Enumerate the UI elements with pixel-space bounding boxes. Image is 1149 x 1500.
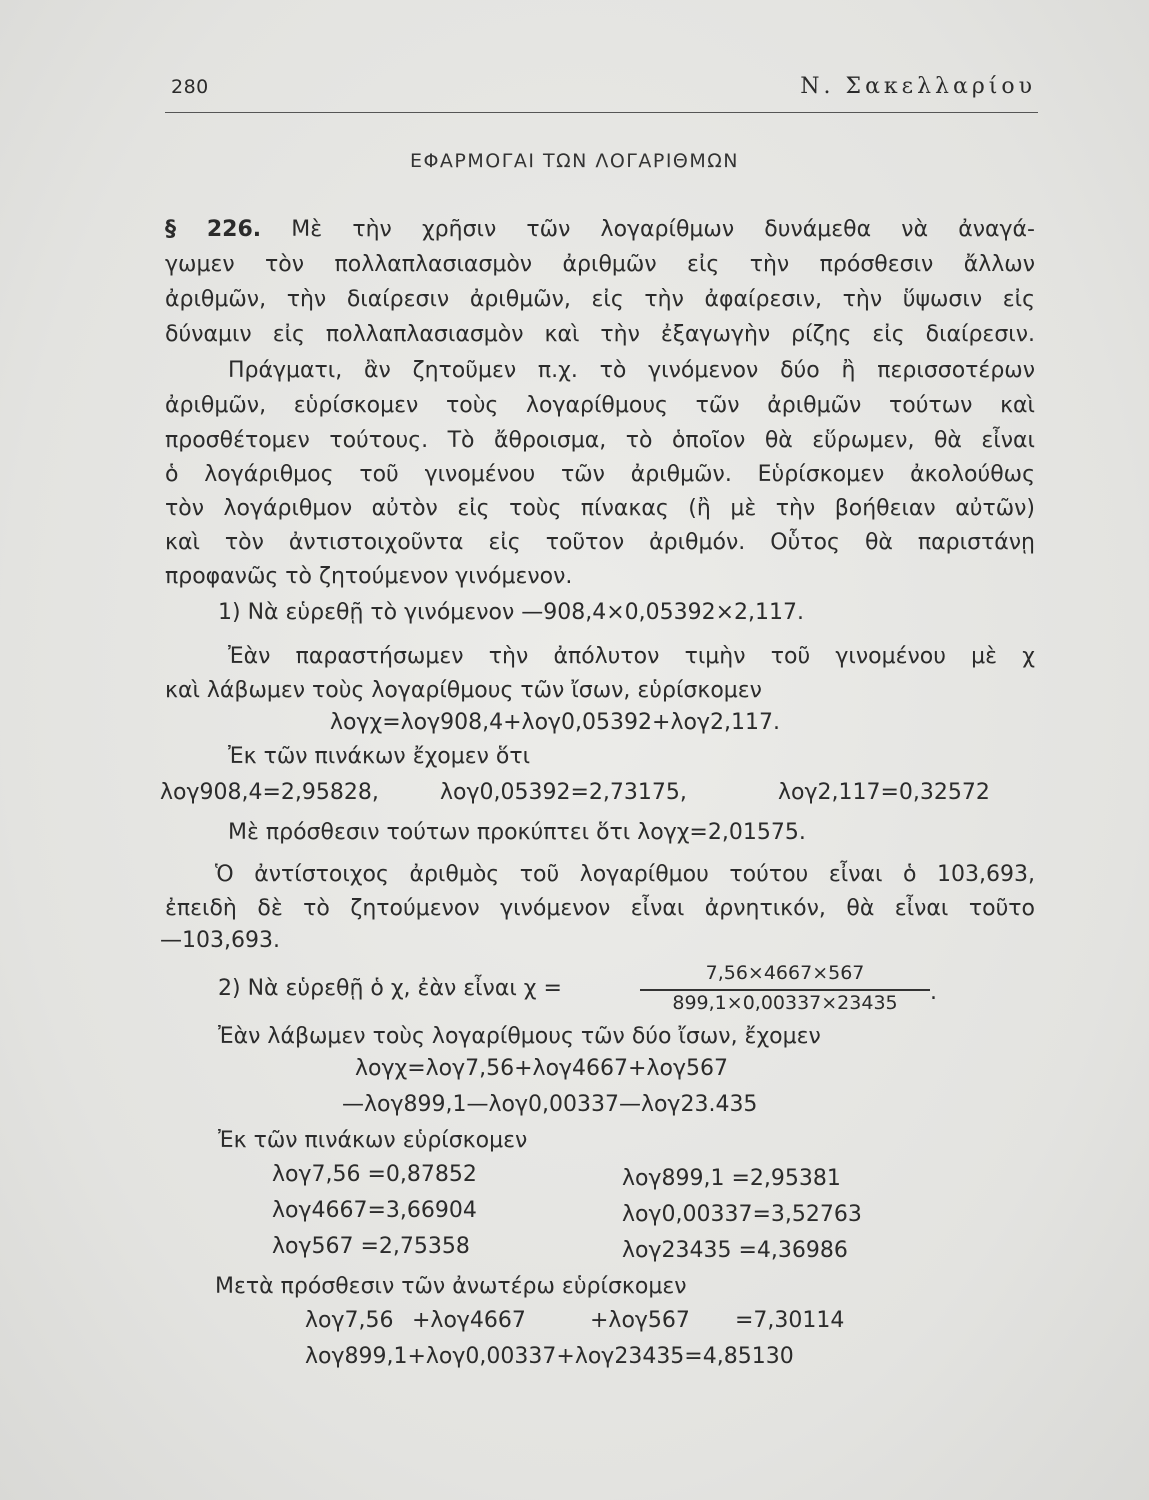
example1-result-line-3: —103,693. — [160, 928, 280, 953]
page-number: 280 — [171, 76, 209, 98]
fraction-denominator: 899,1×0,00337×23435 — [672, 992, 898, 1014]
example2-sum1-term-2: +λογ4667 — [412, 1308, 526, 1333]
para226-line-4: δύναμιν εἰς πολλαπλασιασμὸν καὶ τὴν ἐξαγωγὴν ρίζης εἰς διαίρεσιν. — [165, 322, 1035, 347]
paragraph-number: § 226. — [165, 217, 262, 242]
example1-sum-line: Μὲ πρόσθεσιν τούτων προκύπτει ὅτι λογχ=2,01575. — [228, 820, 806, 845]
example2-sum1-term-3: +λογ567 — [590, 1308, 690, 1333]
page-header — [165, 72, 1038, 113]
example1-result-line-1: Ὁ ἀντίστοιχος ἀριθμὸς τοῦ λογαρίθμου τούτου εἶναι ὁ 103,693, — [215, 862, 1035, 887]
para2-line-1: Πράγματι, ἂν ζητοῦμεν π.χ. τὸ γινόμενον δύο ἢ περισσοτέρων — [228, 358, 1035, 383]
para2-line-2: ἀριθμῶν, εὑρίσκομεν τοὺς λογαρίθμους τῶν ἀριθμῶν τούτων καὶ — [165, 393, 1035, 418]
example2-sum1-term-1: λογ7,56 — [305, 1308, 394, 1333]
example1-value-2: λογ0,05392=2,73175, — [440, 780, 687, 805]
example1-result-line-2: ἐπειδὴ δὲ τὸ ζητούμενον γινόμενον εἶναι ἀρνητικόν, θὰ εἶναι τοῦτο — [165, 896, 1035, 921]
running-head-author: Ν. Σακελλαρίου — [800, 74, 1036, 99]
para2-line-4: ὁ λογάριθμος τοῦ γινομένου τῶν ἀριθμῶν. Εὑρίσκομεν ἀκολούθως — [165, 462, 1035, 487]
para226-line-3: ἀριθμῶν, τὴν διαίρεσιν ἀριθμῶν, εἰς τὴν ἀφαίρεσιν, τὴν ὕψωσιν εἰς — [165, 287, 1035, 312]
example1-intro-line-1: Ἐὰν παραστήσωμεν τὴν ἀπόλυτον τιμὴν τοῦ γινομένου μὲ χ — [228, 644, 1035, 669]
example1-statement: 1) Νὰ εὑρεθῇ τὸ γινόμενον —908,4×0,05392×2,117. — [218, 600, 805, 625]
example2-equation-line-1: λογχ=λογ7,56+λογ4667+λογ567 — [355, 1056, 728, 1081]
example2-right-value-2: λογ0,00337=3,52763 — [622, 1202, 862, 1227]
fraction-bar — [640, 989, 930, 991]
para226-line-2: γωμεν τὸν πολλαπλασιασμὸν ἀριθμῶν εἰς τὴν πρόσθεσιν ἄλλων — [165, 252, 1035, 277]
fraction-numerator: 7,56×4667×567 — [705, 962, 865, 984]
example2-equation-line-2: —λογ899,1—λογ0,00337—λογ23.435 — [342, 1092, 758, 1117]
example2-right-value-1: λογ899,1 =2,95381 — [622, 1166, 841, 1191]
example2-right-value-3: λογ23435 =4,36986 — [622, 1238, 848, 1263]
para2-line-5: τὸν λογάριθμον αὐτὸν εἰς τοὺς πίνακας (ἢ μὲ τὴν βοήθειαν αὐτῶν) — [165, 496, 1035, 521]
example2-after-intro: Μετὰ πρόσθεσιν τῶν ἀνωτέρω εὑρίσκομεν — [215, 1274, 687, 1299]
example2-left-value-3: λογ567 =2,75358 — [272, 1234, 470, 1259]
fraction-period: . — [930, 980, 937, 1005]
example2-sum2: λογ899,1+λογ0,00337+λογ23435=4,85130 — [305, 1344, 794, 1369]
para226-line-1-text: Μὲ τὴν χρῆσιν τῶν λογαρίθμων δυνάμεθα νὰ ἀναγά- — [291, 217, 1035, 242]
section-title: ΕΦΑΡΜΟΓΑΙ ΤΩΝ ΛΟΓΑΡΙΘΜΩΝ — [409, 150, 740, 172]
example1-value-3: λογ2,117=0,32572 — [778, 780, 990, 805]
example2-left-value-1: λογ7,56 =0,87852 — [272, 1162, 477, 1187]
para2-line-6: καὶ τὸν ἀντιστοιχοῦντα εἰς τοῦτον ἀριθμόν. Οὗτος θὰ παριστάνῃ — [165, 530, 1035, 555]
example2-sum1-result: =7,30114 — [735, 1308, 845, 1333]
example2-tables-intro: Ἐκ τῶν πινάκων εὑρίσκομεν — [218, 1128, 528, 1153]
para226-line-1 — [165, 215, 1035, 245]
example1-value-1: λογ908,4=2,95828, — [160, 780, 379, 805]
example2-left-value-2: λογ4667=3,66904 — [272, 1198, 477, 1223]
example2-statement: 2) Νὰ εὑρεθῇ ὁ χ, ἐὰν εἶναι χ = — [218, 976, 562, 1001]
example2-intro: Ἐὰν λάβωμεν τοὺς λογαρίθμους τῶν δύο ἴσων, ἔχομεν — [218, 1024, 821, 1049]
example1-intro-line-2: καὶ λάβωμεν τοὺς λογαρίθμους τῶν ἴσων, εὑρίσκομεν — [165, 678, 762, 703]
para2-line-3: προσθέτομεν τούτους. Τὸ ἄθροισμα, τὸ ὁποῖον θὰ εὕρωμεν, θὰ εἶναι — [165, 428, 1035, 453]
para2-line-7: προφανῶς τὸ ζητούμενον γινόμενον. — [165, 564, 573, 589]
example1-equation: λογχ=λογ908,4+λογ0,05392+λογ2,117. — [330, 710, 780, 735]
example1-tables-intro: Ἐκ τῶν πινάκων ἔχομεν ὅτι — [228, 744, 531, 769]
